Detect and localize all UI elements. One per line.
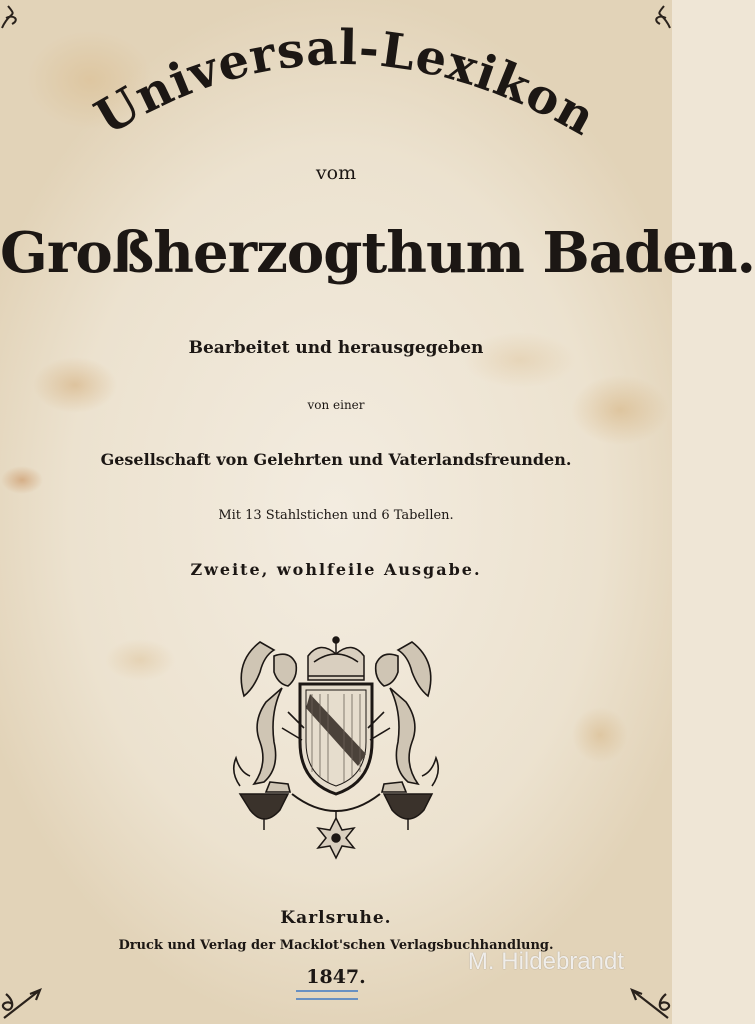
year-underline (296, 990, 358, 1000)
griffin-left-icon (234, 642, 304, 792)
society-line: Gesellschaft von Gelehrten und Vaterlandsfreunden. (100, 450, 572, 469)
griffin-right-icon (368, 642, 438, 792)
edited-line: Bearbeitet und herausgegeben (188, 338, 484, 358)
crown-icon (308, 637, 364, 680)
svg-text:Universal-Lexikon (86, 20, 605, 147)
coat-of-arms-icon (230, 632, 442, 862)
title-vom: vom (315, 162, 357, 184)
publication-place: Karlsruhe. (280, 908, 392, 928)
publisher-line: Druck und Verlag der Macklot'schen Verlagsbuchhandlung. (118, 938, 554, 953)
edition-line: Zweite, wohlfeile Ausgabe. (190, 560, 482, 579)
shield-icon (300, 684, 372, 794)
publication-year: 1847. (306, 966, 366, 988)
title-top: Universal-Lexikon (85, 19, 605, 148)
by-line: von einer (307, 398, 365, 412)
watermark: M. Hildebrandt (467, 948, 624, 975)
engravings-line: Mit 13 Stahlstichen und 6 Tabellen. (218, 508, 454, 523)
order-cross-icon (292, 794, 380, 858)
title-main: Großherzogthum Baden. (0, 220, 755, 286)
